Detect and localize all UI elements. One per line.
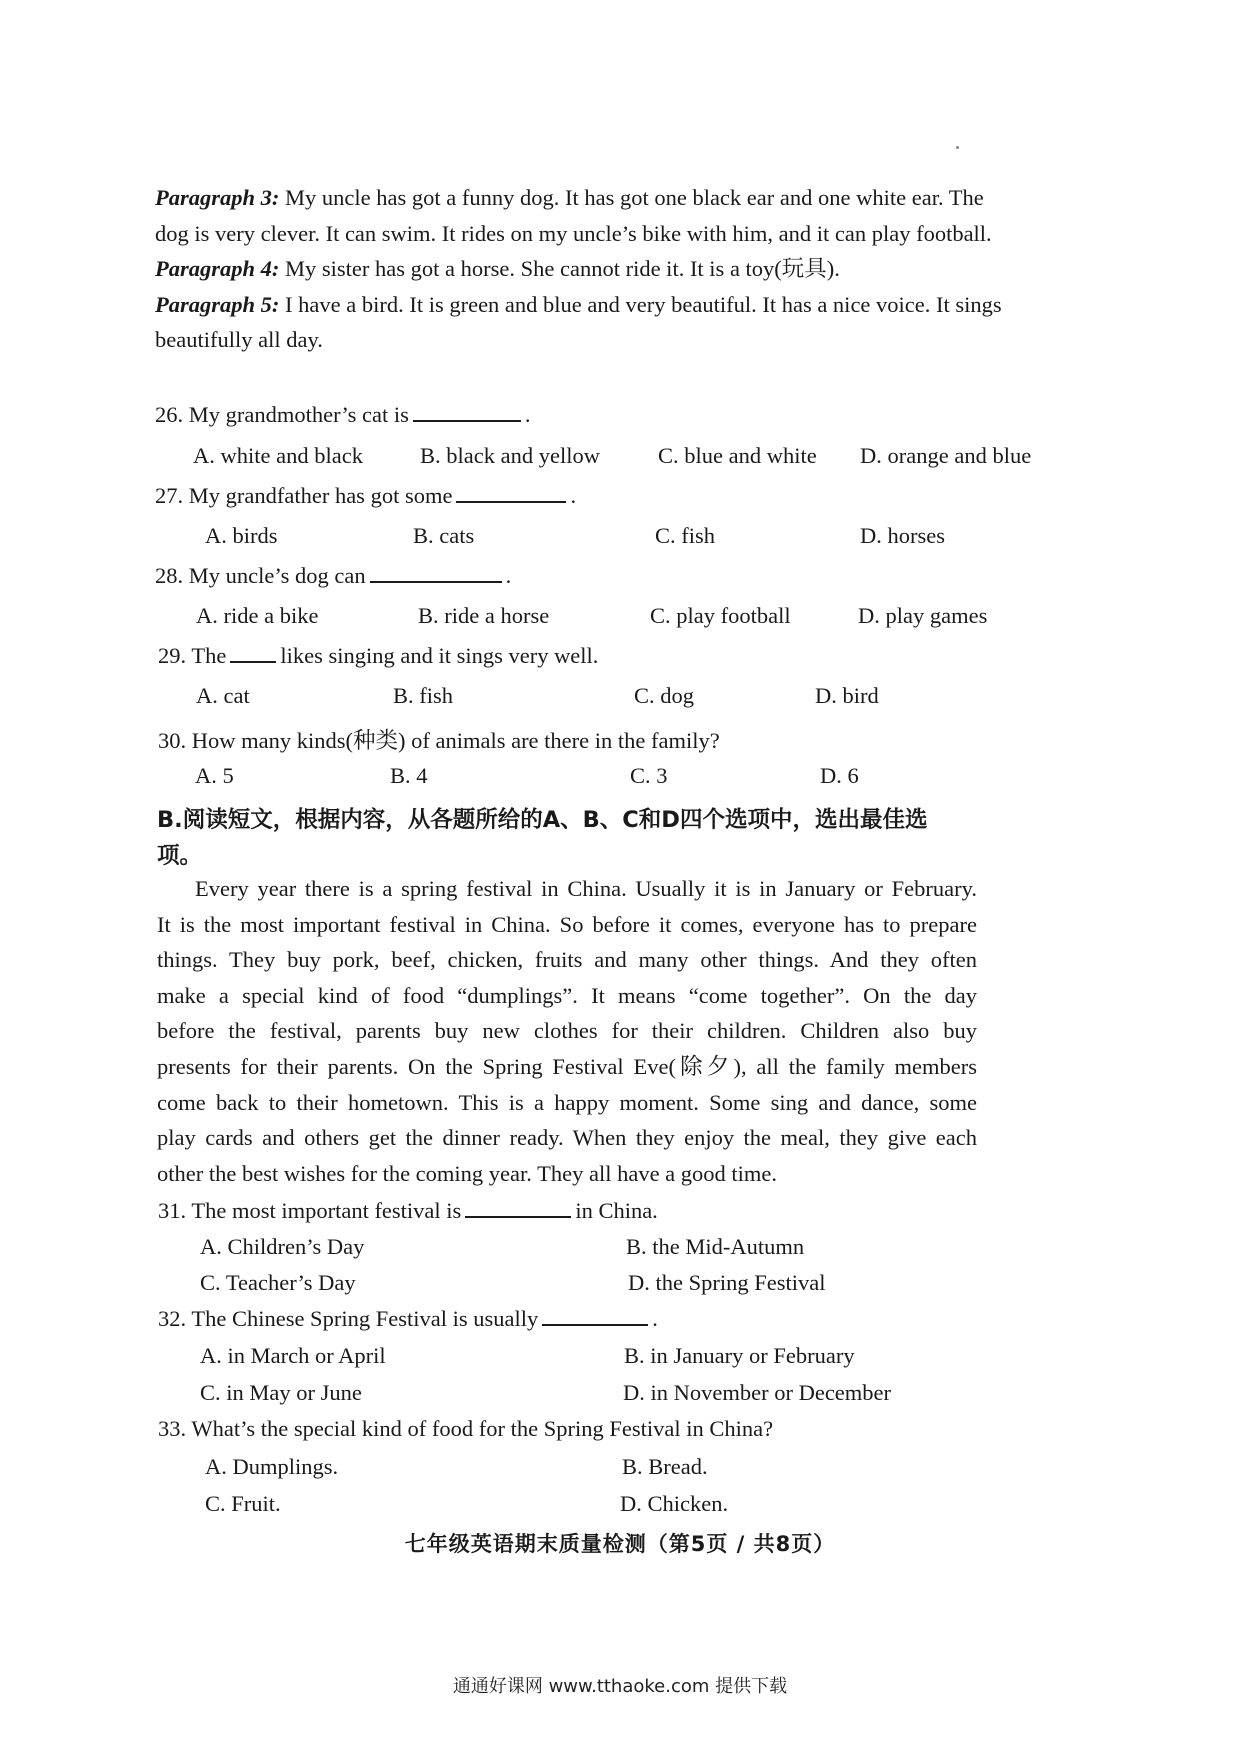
option-c: C. in May or June [200, 1380, 362, 1405]
passage-line: It is the most important festival in China. So before it comes, everyone has to prepare [157, 911, 977, 937]
question-33 [158, 1416, 773, 1442]
question-28 [155, 563, 511, 589]
question-number: 29. [158, 643, 187, 668]
option-c: C. Teacher’s Day [200, 1270, 356, 1295]
question-stem: My grandfather has got some [188, 483, 453, 508]
option-d: D. play games [858, 603, 988, 628]
question-stem-end: in China. [575, 1198, 658, 1223]
option-d: D. orange and blue [860, 443, 1032, 468]
option-b: B. the Mid-Autumn [626, 1234, 805, 1259]
question-number: 32. [158, 1306, 187, 1331]
option-b: B. ride a horse [418, 603, 550, 628]
question-stem-end: likes singing and it sings very well. [280, 643, 599, 668]
question-stem-end: . [505, 563, 512, 588]
scan-speck [956, 146, 959, 149]
passage-line: come back to their hometown. This is a happy moment. Some sing and dance, some [157, 1089, 977, 1115]
question-31 [158, 1198, 658, 1224]
question-30 [158, 723, 720, 755]
option-a: A. 5 [195, 763, 234, 788]
section-b-heading [157, 802, 997, 874]
paragraph-3-line-1 [155, 180, 1055, 216]
paragraph-5-text: I have a bird. It is green and blue and very beautiful. It has a nice voice. It sings [285, 291, 1002, 317]
option-a: A. in March or April [200, 1343, 386, 1368]
passage-line: Every year there is a spring festival in China. Usually it is in January or February. [195, 876, 977, 901]
option-c: C. blue and white [658, 443, 817, 468]
question-stem: The Chinese Spring Festival is usually [191, 1306, 539, 1331]
answer-blank [230, 643, 276, 663]
option-b: B. in January or February [624, 1343, 855, 1368]
option-a: A. Children’s Day [200, 1234, 365, 1259]
option-d: D. horses [860, 523, 945, 548]
paragraph-3-label: Paragraph 3: [155, 185, 280, 210]
option-d: D. Chicken. [620, 1491, 729, 1516]
passage-line: before the festival, parents buy new clothes for their children. Children also buy [157, 1018, 977, 1044]
option-a: A. cat [196, 683, 250, 708]
question-stem: What’s the special kind of food for the Spring Festival in China? [191, 1416, 774, 1441]
page-footer: 七年级英语期末质量检测（第5页 / 共8页） [404, 1532, 836, 1556]
question-stem: How many kinds(种类) of animals are there in the family? [191, 728, 720, 753]
option-d: D. bird [815, 683, 879, 708]
question-29 [158, 643, 598, 669]
paragraph-4-label: Paragraph 4: [155, 256, 280, 282]
question-number: 30. [158, 728, 187, 753]
paragraph-4-text: My sister has got a horse. She cannot ride it. It is a toy(玩具). [285, 256, 840, 282]
paragraph-5-label: Paragraph 5: [155, 291, 280, 317]
answer-blank [413, 402, 521, 422]
passage-line: make a special kind of food “dumplings”. It means “come together”. On the day [157, 982, 977, 1008]
paragraph-3-line-2: dog is very clever. It can swim. It rides on my uncle’s bike with him, and it can play football. [155, 220, 992, 246]
question-number: 31. [158, 1198, 187, 1223]
question-number: 26. [155, 402, 184, 427]
section-b-heading-line-1: B.阅读短文，根据内容，从各题所给的A、B、C和D四个选项中，选出最佳选 [157, 807, 928, 833]
answer-blank [542, 1306, 648, 1326]
option-b: B. fish [393, 683, 454, 708]
answer-blank [465, 1198, 571, 1218]
option-c: C. 3 [630, 763, 668, 788]
question-27 [155, 483, 576, 509]
site-watermark: 通通好课网 www.tthaoke.com 提供下载 [452, 1676, 788, 1697]
option-c: C. fish [655, 523, 716, 548]
question-stem-end: . [524, 402, 531, 427]
passage-line: presents for their parents. On the Spring Festival Eve(除夕), all the family members [157, 1053, 977, 1079]
question-stem-end: . [570, 483, 577, 508]
option-c: C. dog [634, 683, 695, 708]
option-b: B. cats [413, 523, 475, 548]
option-c: C. play football [650, 603, 791, 628]
option-a: A. Dumplings. [205, 1454, 339, 1479]
question-stem: My grandmother’s cat is [188, 402, 409, 427]
answer-blank [456, 483, 566, 503]
option-b: B. black and yellow [420, 443, 600, 468]
paragraph-4 [155, 251, 1055, 287]
question-stem-end: . [652, 1306, 658, 1331]
option-b: B. 4 [390, 763, 428, 788]
question-stem: My uncle’s dog can [188, 563, 366, 588]
option-a: A. ride a bike [196, 603, 319, 628]
question-stem: The most important festival is [191, 1198, 462, 1223]
paragraph-3-text: My uncle has got a funny dog. It has got one black ear and one white ear. The [285, 185, 984, 210]
option-c: C. Fruit. [205, 1491, 281, 1516]
paragraph-5-line-2: beautifully all day. [155, 327, 323, 353]
passage-line: other the best wishes for the coming year. They all have a good time. [157, 1160, 778, 1186]
reading-passage [157, 871, 977, 1191]
option-d: D. 6 [820, 763, 859, 788]
question-number: 33. [158, 1416, 187, 1441]
question-26 [155, 402, 531, 428]
option-d: D. in November or December [623, 1380, 892, 1405]
option-a: A. birds [205, 523, 278, 548]
question-number: 27. [155, 483, 184, 508]
question-number: 28. [155, 563, 184, 588]
option-b: B. Bread. [622, 1454, 708, 1479]
passage-line: things. They buy pork, beef, chicken, fruits and many other things. And they often [157, 947, 977, 973]
question-stem: The [191, 643, 227, 668]
paragraph-block [155, 180, 1055, 358]
paragraph-5-line-1 [155, 287, 1055, 323]
option-d: D. the Spring Festival [628, 1270, 826, 1295]
passage-line: play cards and others get the dinner ready. When they enjoy the meal, they give each [157, 1125, 977, 1151]
option-a: A. white and black [193, 443, 363, 468]
section-b-heading-line-2: 项。 [157, 843, 203, 869]
answer-blank [370, 563, 502, 583]
question-32 [158, 1306, 658, 1332]
